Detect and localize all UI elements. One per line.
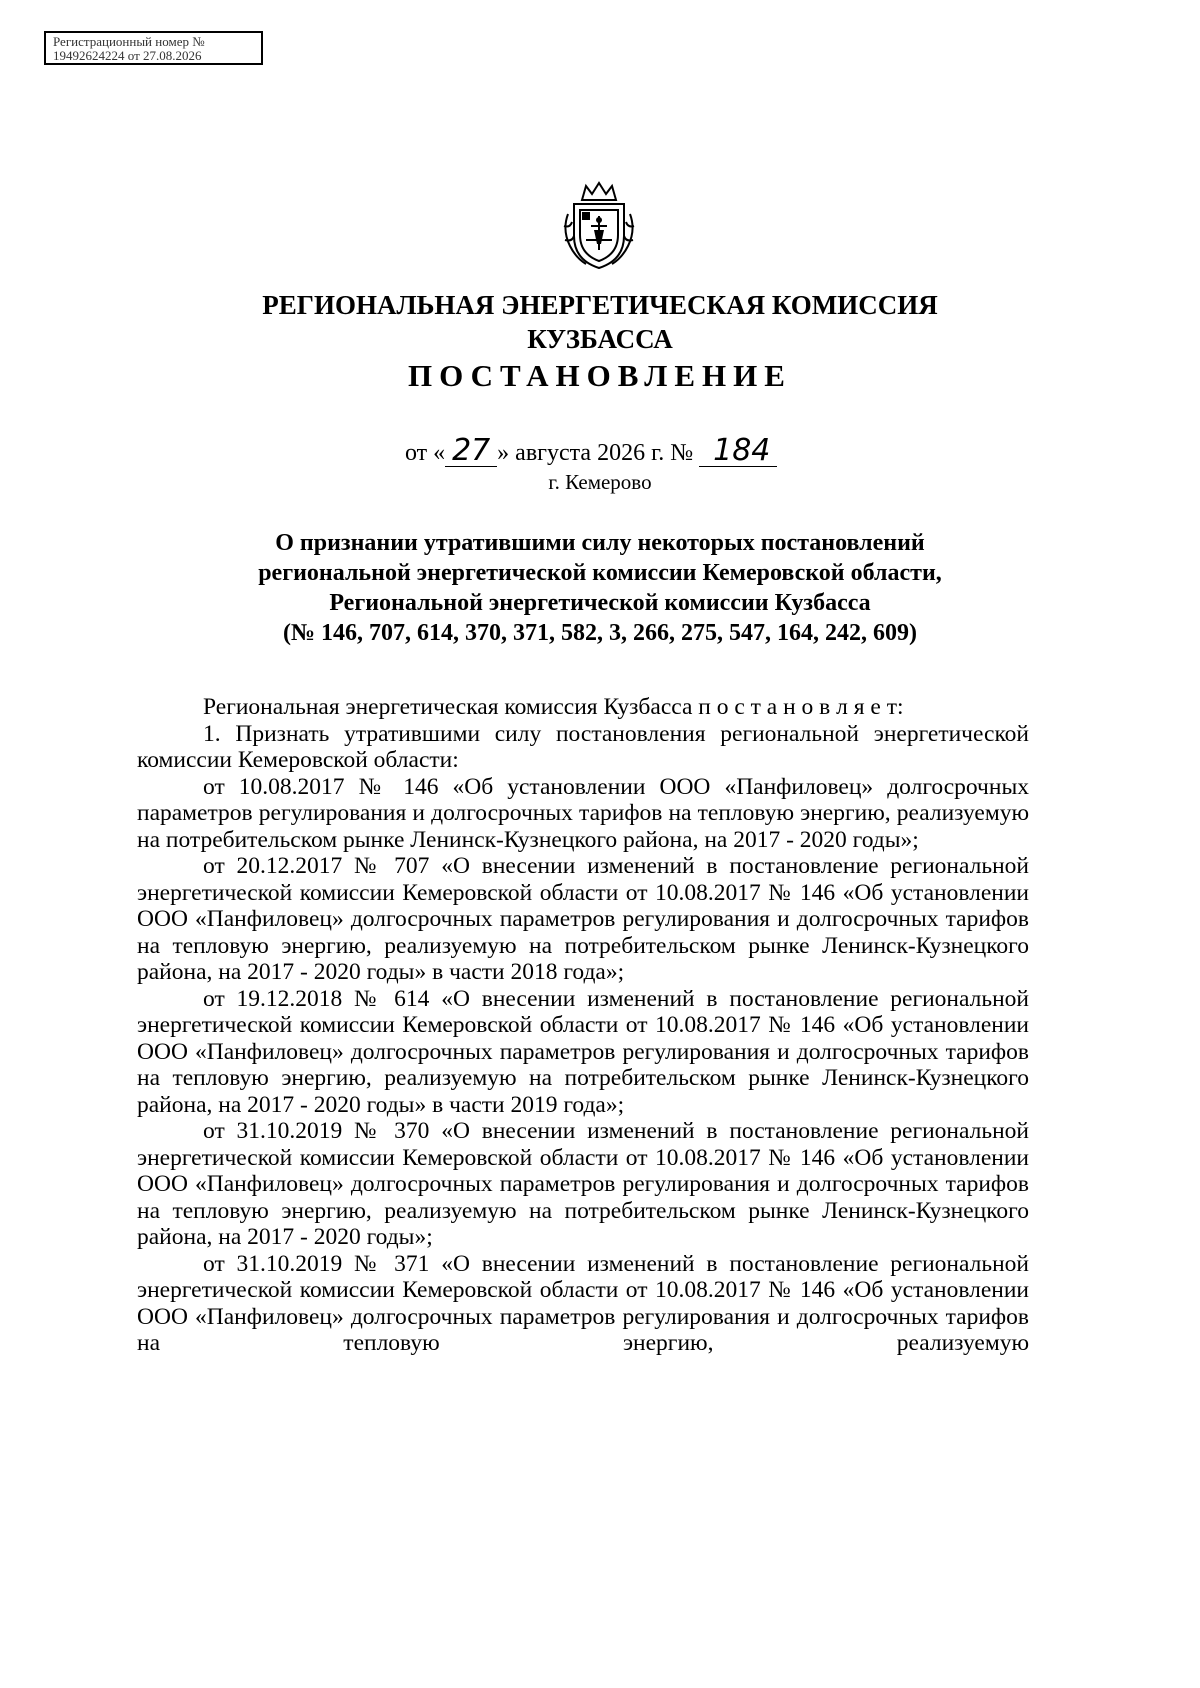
item-1-paragraph: 1. Признать утратившими силу постановления региональной энергетической комиссии Кемеровской области: [137,720,1029,773]
date-line [405,433,777,468]
resolution-370-paragraph: от 31.10.2019 № 370 «О внесении изменений в постановление региональной энергетической комиссии Кемеровской области от 10.08.2017 № 146 «Об установлении ООО «Панфиловец» долгосрочных параметров регулирования и долгосрочных тарифов на тепловую энергию, реализуемую на потребительском рынке Ленинск-Кузнецкого района, на 2017 - 2020 годы»; [137,1118,1029,1250]
resolution-614-paragraph: от 19.12.2018 № 614 «О внесении изменений в постановление региональной энергетической комиссии Кемеровской области от 10.08.2017 № 146 «Об установлении ООО «Панфиловец» долгосрочных параметров регулирования и долгосрочных тарифов на тепловую энергию, реализуемую на потребительском рынке Ленинск-Кузнецкого района, на 2017 - 2020 годы» в части 2019 года»; [137,985,1029,1118]
registration-stamp [44,31,263,65]
subject-line: региональной энергетической комиссии Кемеровской области, [258,560,942,586]
date-month-year: » августа 2026 г. № [497,440,700,466]
authority-region: КУЗБАССА [527,324,673,354]
document-subject [150,528,1050,648]
coat-of-arms-icon [560,180,638,272]
registration-number-label: Регистрационный номер № [53,34,205,49]
handwritten-number: 184 [699,436,777,467]
authority-name: РЕГИОНАЛЬНАЯ ЭНЕРГЕТИЧЕСКАЯ КОМИССИЯ [262,290,938,320]
document-type: ПОСТАНОВЛЕНИЕ [408,358,792,393]
date-prefix: от « [405,440,446,466]
document-body [137,694,1029,1357]
resolution-707-paragraph: от 20.12.2017 № 707 «О внесении изменений в постановление региональной энергетической комиссии Кемеровской области от 10.08.2017 № 146 «Об установлении ООО «Панфиловец» долгосрочных параметров регулирования и долгосрочных тарифов на тепловую энергию, реализуемую на потребительском рынке Ленинск-Кузнецкого района, на 2017 - 2020 годы» в части 2018 года»; [137,853,1029,985]
city: г. Кемерово [548,470,652,494]
registration-number-value: 19492624224 от 27.08.2026 [53,48,202,63]
resolution-371-paragraph: от 31.10.2019 № 371 «О внесении изменений в постановление региональной энергетической комиссии Кемеровской области от 10.08.2017 № 146 «Об установлении ООО «Панфиловец» долгосрочных параметров регулирования и долгосрочных тарифов на тепловую энергию, реализуемую [137,1250,1029,1356]
resolution-146-paragraph: от 10.08.2017 № 146 «Об установлении ООО «Панфиловец» долгосрочных параметров регулирования и долгосрочных тарифов на тепловую энергию, реализуемую на потребительском рынке Ленинск-Кузнецкого района, на 2017 - 2020 годы»; [137,773,1029,853]
subject-line: О признании утратившими силу некоторых постановлений [275,530,925,556]
intro-paragraph: Региональная энергетическая комиссия Кузбасса п о с т а н о в л я е т: [203,694,904,720]
subject-line: Региональной энергетической комиссии Кузбасса [329,590,871,616]
handwritten-day: 27 [445,436,497,467]
subject-line: (№ 146, 707, 614, 370, 371, 582, 3, 266, 275, 547, 164, 242, 609) [282,620,918,646]
